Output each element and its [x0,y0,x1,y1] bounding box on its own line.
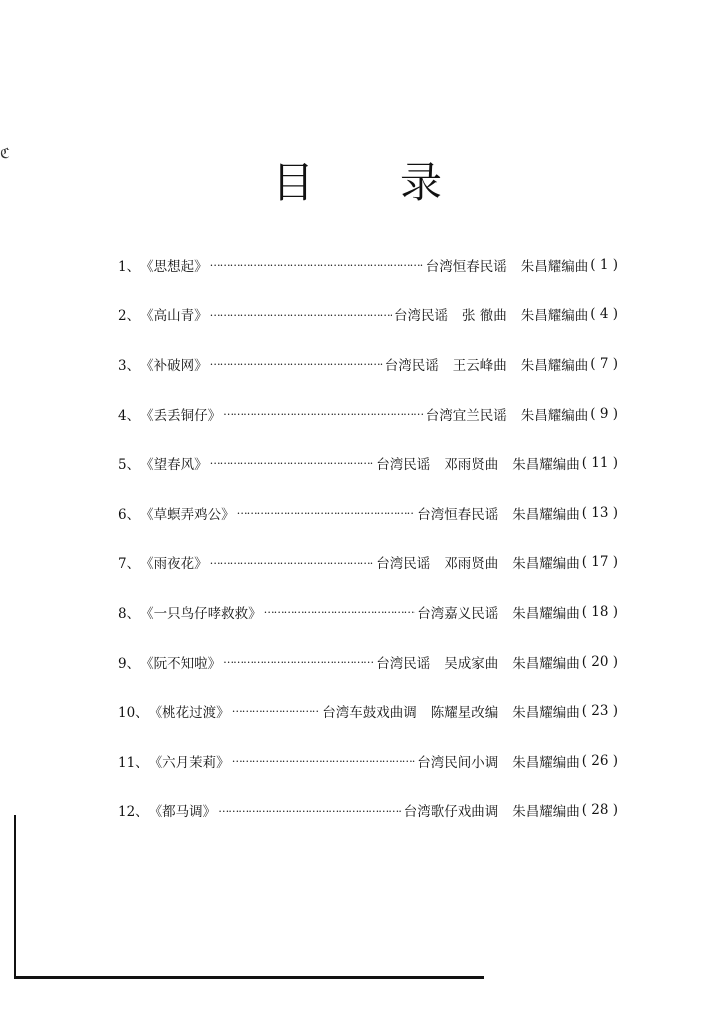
toc-entry-title: 《六月茉莉》 [148,754,230,771]
toc-entry-arranger: 朱昌耀编曲 [512,705,580,722]
toc-entry-page: ( 18 ) [581,603,618,620]
toc-entry-title: 《雨夜花》 [140,556,208,573]
toc-entry-page: ( 7 ) [590,355,618,372]
bottom-border-rule [14,976,484,979]
toc-entry-number: 6、 [118,506,141,523]
toc-entry-page: ( 20 ) [581,653,618,670]
toc-entry-composer: 邓雨贤曲 [444,556,499,573]
toc-entry-number: 2、 [118,308,141,325]
toc-entry-composer: 陈耀星改编 [430,705,499,722]
toc-entry-composer: 吴成家曲 [444,655,499,672]
page-title [0,150,714,210]
toc-leader-dots [210,357,383,371]
toc-leader-dots [210,456,375,470]
toc-entry-composer: 王云峰曲 [452,357,507,374]
toc-entry-number: 1、 [118,258,141,275]
toc-entry [118,686,618,736]
toc-entry [118,587,618,637]
toc-entry-page: ( 13 ) [581,504,618,521]
toc-entry [118,736,618,786]
toc-entry-page: ( 9 ) [590,405,618,422]
toc-entry-title: 《一只鸟仔哮救救》 [140,605,262,622]
toc-entry-source: 台湾歌仔戏曲调 [403,804,499,821]
toc-entry-source: 台湾民谣 [384,357,439,374]
toc-leader-dots [210,308,392,322]
toc-entry-source: 台湾民谣 [376,655,431,672]
toc-entry [118,488,618,538]
toc-entry-source: 台湾民间小调 [417,754,499,771]
toc-entry-source: 台湾恒春民谣 [425,258,507,275]
toc-entry-number: 10、 [118,705,149,722]
toc-leader-dots [237,506,416,520]
toc-entry-arranger: 朱昌耀编曲 [520,308,589,325]
toc-entry-number: 7、 [118,556,141,573]
toc-leader-dots [223,655,374,669]
page-title-char-1: 目 [271,158,314,207]
toc-entry-number: 12、 [118,804,149,821]
toc-entry-source: 台湾宜兰民谣 [425,407,507,424]
toc-entry [118,538,618,588]
toc-entry [118,240,618,290]
toc-leader-dots [264,605,416,619]
toc-entry-arranger: 朱昌耀编曲 [520,357,589,374]
toc-entry-source: 台湾民谣 [376,457,431,474]
toc-entry-number: 3、 [118,357,141,374]
toc-entry-source: 台湾民谣 [376,556,431,573]
toc-entry-page: ( 23 ) [581,703,618,720]
toc-entry-page: ( 11 ) [581,455,618,472]
table-of-contents [118,240,618,835]
page-title-char-2: 录 [400,158,443,207]
toc-entry-composer: 张 徹曲 [461,308,507,325]
toc-entry-page: ( 4 ) [590,306,618,323]
toc-entry-page: ( 26 ) [581,752,618,769]
toc-entry-arranger: 朱昌耀编曲 [520,407,589,424]
toc-entry-number: 8、 [118,605,141,622]
toc-entry-page: ( 17 ) [581,554,618,571]
toc-entry [118,389,618,439]
toc-entry-title: 《草螟弄鸡公》 [140,506,235,523]
toc-leader-dots [210,258,424,272]
margin-mark: ℭ [0,146,10,162]
toc-entry-arranger: 朱昌耀编曲 [512,605,580,622]
toc-leader-dots [232,704,321,718]
toc-entry-arranger: 朱昌耀编曲 [520,258,589,275]
toc-leader-dots [232,754,416,768]
toc-entry [118,786,618,836]
toc-entry-title: 《望春风》 [140,457,208,474]
toc-leader-dots [223,407,424,421]
toc-entry-number: 9、 [118,655,141,672]
toc-entry-title: 《思想起》 [140,258,208,275]
left-border-rule [14,815,16,979]
toc-entry-page: ( 28 ) [581,802,618,819]
toc-entry-arranger: 朱昌耀编曲 [512,556,580,573]
toc-entry-arranger: 朱昌耀编曲 [512,754,580,771]
toc-entry-source: 台湾民谣 [393,308,448,325]
toc-entry-title: 《高山青》 [140,308,208,325]
toc-entry-page: ( 1 ) [590,256,618,273]
toc-entry-title: 《阮不知啦》 [140,655,222,672]
toc-entry-title: 《都马调》 [148,804,217,821]
toc-entry-number: 11、 [118,754,149,771]
toc-entry-number: 4、 [118,407,141,424]
toc-entry-arranger: 朱昌耀编曲 [512,457,580,474]
toc-entry [118,290,618,340]
toc-entry-source: 台湾车鼓戏曲调 [322,705,417,722]
toc-entry-title: 《桃花过渡》 [148,705,230,722]
toc-entry [118,637,618,687]
toc-entry-composer: 邓雨贤曲 [444,457,499,474]
toc-leader-dots [210,556,375,570]
toc-entry-title: 《丢丢铜仔》 [140,407,222,424]
toc-entry-source: 台湾恒春民谣 [417,506,499,523]
toc-entry [118,339,618,389]
toc-entry-arranger: 朱昌耀编曲 [512,506,580,523]
toc-entry-number: 5、 [118,457,141,474]
toc-entry-arranger: 朱昌耀编曲 [512,655,580,672]
toc-entry [118,438,618,488]
toc-leader-dots [218,804,402,818]
toc-entry-arranger: 朱昌耀编曲 [512,804,580,821]
toc-entry-title: 《补破网》 [140,357,208,374]
toc-entry-source: 台湾嘉义民谣 [417,605,499,622]
